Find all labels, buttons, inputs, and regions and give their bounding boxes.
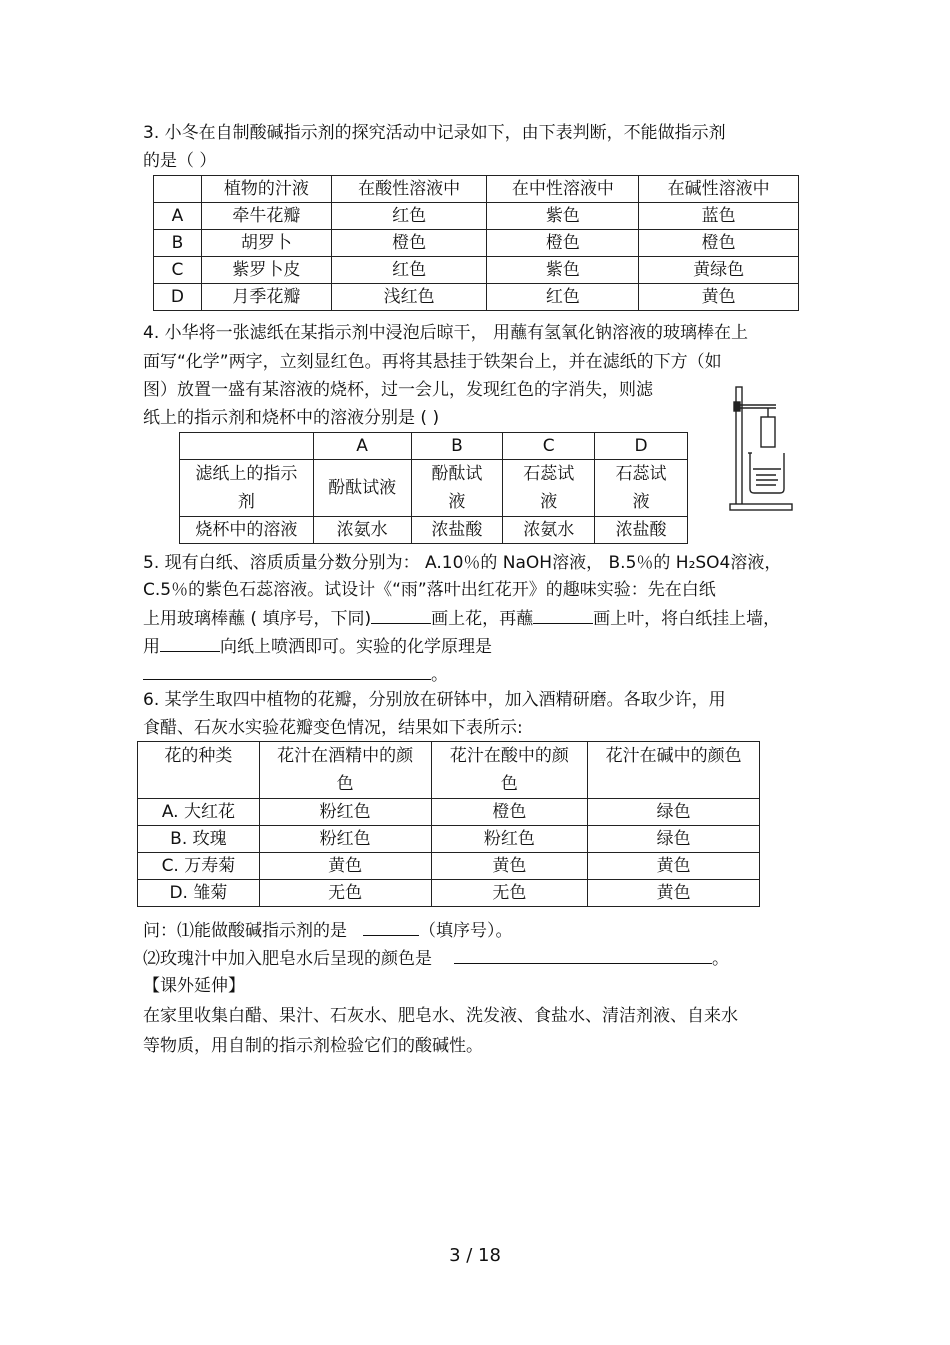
table-row bbox=[154, 257, 799, 284]
q5-text-part: 用 bbox=[143, 637, 160, 657]
table-cell: 紫罗卜皮 bbox=[201, 257, 331, 284]
page-number: 3 / 18 bbox=[449, 1245, 501, 1266]
table-cell: 蓝色 bbox=[639, 203, 799, 230]
table-cell bbox=[503, 460, 595, 517]
table-cell: 胡罗卜 bbox=[201, 230, 331, 257]
q5-text-line3 bbox=[143, 607, 780, 630]
table-row bbox=[154, 284, 799, 311]
answer-blank[interactable] bbox=[371, 607, 431, 624]
table-row bbox=[154, 230, 799, 257]
table-header-cell: 在碱性溶液中 bbox=[639, 176, 799, 203]
table-row bbox=[138, 853, 760, 880]
q6-text-part: （填序号）。 bbox=[419, 921, 513, 941]
cell-text: 酚酞试液 bbox=[328, 478, 397, 498]
table-cell: B bbox=[154, 230, 202, 257]
table-header-cell: 在中性溶液中 bbox=[487, 176, 639, 203]
table-header-cell bbox=[431, 742, 588, 799]
table-cell: 橙色 bbox=[431, 799, 588, 826]
q5-text-part: 画上花，再蘸 bbox=[431, 609, 534, 629]
q4-text-line4: 纸上的指示剂和烧杯中的溶液分别是 ( ) bbox=[143, 408, 440, 428]
q5-text-part: 画上叶，将白纸挂上墙， bbox=[593, 609, 781, 629]
table-row bbox=[154, 176, 799, 203]
table-cell: 粉红色 bbox=[259, 799, 431, 826]
answer-blank[interactable] bbox=[143, 663, 431, 680]
iron-stand-icon bbox=[730, 387, 792, 510]
table-cell: 牵牛花瓣 bbox=[201, 203, 331, 230]
table-cell: 浓盐酸 bbox=[411, 517, 503, 544]
cell-text: 花汁在酒精中的颜 bbox=[277, 746, 414, 766]
q6-ask1 bbox=[143, 919, 513, 942]
q5-text-line5 bbox=[143, 663, 448, 686]
cell-text: 剂 bbox=[237, 492, 255, 512]
q5-text-line4 bbox=[143, 635, 492, 658]
cell-text: 液 bbox=[632, 492, 650, 512]
table-cell: A bbox=[154, 203, 202, 230]
table-cell: D bbox=[154, 284, 202, 311]
q6-text-line1: 6. 某学生取四中植物的花瓣，分别放在研钵中，加入酒精研磨。各取少许，用 bbox=[143, 690, 726, 710]
table-cell: B. 玫瑰 bbox=[138, 826, 260, 853]
table-cell: 橙色 bbox=[331, 230, 487, 257]
table-cell: 红色 bbox=[331, 257, 487, 284]
q6-text-part: 。 bbox=[712, 949, 729, 969]
table-header-cell: B bbox=[411, 433, 503, 460]
q4-text-line2: 面写“化学”两字，立刻显红色。再将其悬挂于铁架台上，并在滤纸的下方（如 bbox=[143, 352, 722, 372]
answer-blank[interactable] bbox=[454, 947, 712, 964]
table-header-cell: 植物的汁液 bbox=[201, 176, 331, 203]
table-cell: 黄绿色 bbox=[639, 257, 799, 284]
q6-ask2 bbox=[143, 947, 729, 970]
table-header-cell: C bbox=[503, 433, 595, 460]
table-header-cell: D bbox=[595, 433, 688, 460]
q3-text-line1: 3. 小冬在自制酸碱指示剂的探究活动中记录如下，由下表判断，不能做指示剂 bbox=[143, 123, 726, 143]
q6-text-part: ⑵玫瑰汁中加入肥皂水后呈现的颜色是 bbox=[143, 949, 432, 969]
table-cell: 无色 bbox=[431, 880, 588, 907]
answer-blank[interactable] bbox=[160, 635, 220, 652]
table-row bbox=[180, 433, 688, 460]
q6-text-line2: 食醋、石灰水实验花瓣变色情况，结果如下表所示: bbox=[143, 718, 523, 738]
table-cell: 紫色 bbox=[487, 203, 639, 230]
table-cell: A. 大红花 bbox=[138, 799, 260, 826]
iron-stand-figure bbox=[728, 385, 798, 513]
table-cell bbox=[595, 460, 688, 517]
q5-text-line1: 5. 现有白纸、溶质质量分数分别为： A.10％的 NaOH溶液， B.5％的 H₂SO4溶液， bbox=[143, 553, 782, 573]
table-cell: 黄色 bbox=[639, 284, 799, 311]
answer-blank[interactable] bbox=[533, 607, 593, 624]
q4-text-line1: 4. 小华将一张滤纸在某指示剂中浸泡后晾干， 用蘸有氢氧化钠溶液的玻璃棒在上 bbox=[143, 323, 749, 343]
table-row bbox=[154, 203, 799, 230]
table-cell: 红色 bbox=[331, 203, 487, 230]
table-cell: 绿色 bbox=[588, 826, 760, 853]
q4-table bbox=[179, 432, 688, 544]
table-row bbox=[138, 799, 760, 826]
extension-line1: 在家里收集白醋、果汁、石灰水、肥皂水、洗发液、食盐水、清洁剂液、自来水 bbox=[143, 1006, 738, 1026]
table-cell: 粉红色 bbox=[431, 826, 588, 853]
table-cell: 黄色 bbox=[431, 853, 588, 880]
table-row bbox=[138, 826, 760, 853]
table-cell bbox=[154, 176, 202, 203]
table-cell: 月季花瓣 bbox=[201, 284, 331, 311]
cell-text: 滤纸上的指示 bbox=[195, 464, 298, 484]
table-cell: C. 万寿菊 bbox=[138, 853, 260, 880]
q5-text-part: 。 bbox=[431, 665, 448, 685]
table-cell: 红色 bbox=[487, 284, 639, 311]
table-row bbox=[180, 517, 688, 544]
table-cell: 浓盐酸 bbox=[595, 517, 688, 544]
table-cell: 浅红色 bbox=[331, 284, 487, 311]
table-row bbox=[180, 460, 688, 517]
q6-text-part: 问：⑴能做酸碱指示剂的是 bbox=[143, 921, 347, 941]
table-row bbox=[138, 742, 760, 799]
table-row bbox=[138, 880, 760, 907]
q5-text-line2: C.5％的紫色石蕊溶液。试设计《“雨”落叶出红花开》的趣味实验：先在白纸 bbox=[143, 580, 716, 600]
cell-text: 花的种类 bbox=[164, 746, 233, 766]
q4-text-line3: 图）放置一盛有某溶液的烧杯，过一会儿，发现红色的字消失，则滤 bbox=[143, 380, 653, 400]
cell-text: 色 bbox=[500, 774, 518, 794]
table-header-cell bbox=[138, 742, 260, 799]
q5-text-part: 上用玻璃棒蘸 ( 填序号，下同) bbox=[143, 609, 372, 629]
table-header-cell bbox=[588, 742, 760, 799]
table-header-cell: 在酸性溶液中 bbox=[331, 176, 487, 203]
extension-title: 【课外延伸】 bbox=[143, 976, 245, 996]
table-cell: 橙色 bbox=[639, 230, 799, 257]
table-header-cell: A bbox=[313, 433, 411, 460]
table-cell: 黄色 bbox=[588, 880, 760, 907]
table-cell: 无色 bbox=[259, 880, 431, 907]
cell-text: 液 bbox=[540, 492, 558, 512]
q3-text-line2: 的是（ ） bbox=[143, 151, 217, 171]
cell-text: 液 bbox=[448, 492, 466, 512]
table-header-cell bbox=[259, 742, 431, 799]
table-cell: 橙色 bbox=[487, 230, 639, 257]
table-cell: 黄色 bbox=[259, 853, 431, 880]
answer-blank[interactable] bbox=[363, 919, 419, 936]
table-cell: 紫色 bbox=[487, 257, 639, 284]
table-cell: 烧杯中的溶液 bbox=[180, 517, 314, 544]
cell-text: 花汁在酸中的颜 bbox=[449, 746, 569, 766]
cell-text: 花汁在碱中的颜色 bbox=[605, 746, 742, 766]
table-cell: C bbox=[154, 257, 202, 284]
cell-text: 石蕊试 bbox=[615, 464, 667, 484]
table-cell bbox=[313, 460, 411, 517]
table-cell: 浓氨水 bbox=[503, 517, 595, 544]
cell-text: 色 bbox=[336, 774, 354, 794]
cell-text: 石蕊试 bbox=[523, 464, 575, 484]
q6-table bbox=[137, 741, 760, 907]
table-cell bbox=[180, 433, 314, 460]
table-cell bbox=[180, 460, 314, 517]
table-cell: 绿色 bbox=[588, 799, 760, 826]
table-cell bbox=[411, 460, 503, 517]
extension-line2: 等物质，用自制的指示剂检验它们的酸碱性。 bbox=[143, 1036, 483, 1056]
cell-text: 酚酞试 bbox=[431, 464, 483, 484]
table-cell: 黄色 bbox=[588, 853, 760, 880]
q3-table bbox=[153, 175, 799, 311]
table-cell: 粉红色 bbox=[259, 826, 431, 853]
q5-text-part: 向纸上喷洒即可。实验的化学原理是 bbox=[220, 637, 492, 657]
table-cell: 浓氨水 bbox=[313, 517, 411, 544]
table-cell: D. 雏菊 bbox=[138, 880, 260, 907]
